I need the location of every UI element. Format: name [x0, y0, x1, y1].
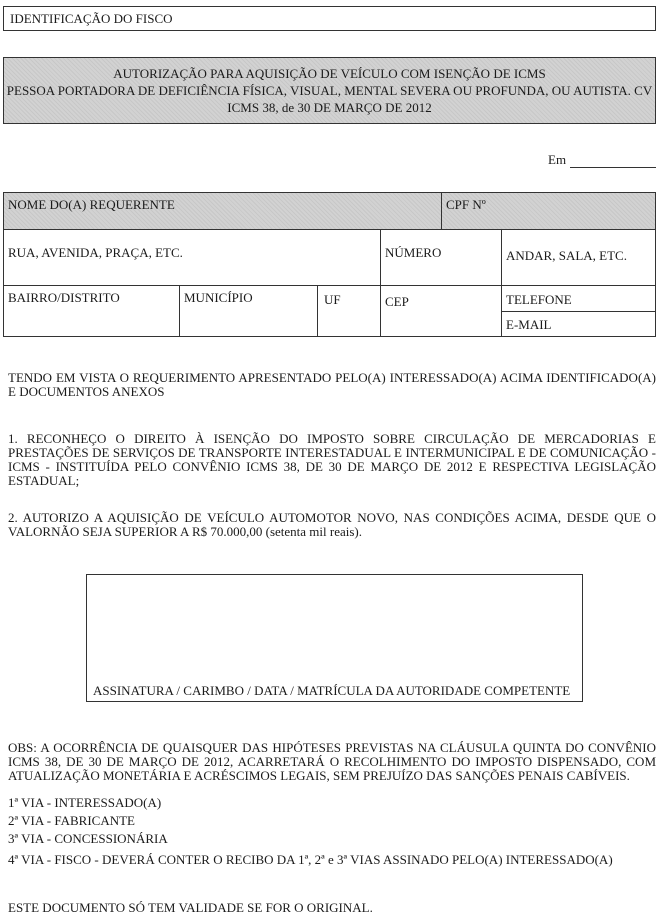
nome-cell[interactable]	[3, 192, 442, 230]
date-field[interactable]	[570, 167, 656, 168]
via-2: 2ª VIA - FABRICANTE	[8, 813, 135, 828]
signature-label: ASSINATURA / CARIMBO / DATA / MATRÍCULA DA AUTORIDADE COMPETENTE	[93, 683, 571, 698]
signature-box[interactable]	[86, 574, 583, 702]
andar-label: ANDAR, SALA, ETC.	[506, 248, 627, 263]
bairro-label: BAIRRO/DISTRITO	[8, 290, 120, 305]
cep-cell[interactable]	[380, 285, 502, 337]
email-cell[interactable]	[501, 311, 656, 337]
item-1-paragraph: 1. RECONHEÇO O DIREITO À ISENÇÃO DO IMPOSTO SOBRE CIRCULAÇÃO DE MERCADORIAS E PRESTAÇÕES DE SERVIÇOS DE TRANSPORTE INTERESTADUAL E INTERMUNICIPAL E DE COMUNICAÇÃO - ICMS - INSTITUÍDA PELO CONVÊNIO ICMS 38, DE 30 DE MARÇO DE 2012 E RESPECTIVA LEGISLAÇÃO ESTADUAL;	[8, 431, 656, 488]
cpf-label: CPF Nº	[446, 197, 486, 212]
cep-label: CEP	[385, 294, 409, 309]
item-2-paragraph: 2. AUTORIZO A AQUISIÇÃO DE VEÍCULO AUTOMOTOR NOVO, NAS CONDIÇÕES ACIMA, DESDE QUE O VALORNÃO SEJA SUPERIOR A R$ 70.000,00 (setenta mil reais).	[8, 510, 656, 539]
numero-cell[interactable]	[380, 229, 502, 286]
title-line-1: AUTORIZAÇÃO PARA AQUISIÇÃO DE VEÍCULO COM ISENÇÃO DE ICMS	[113, 66, 546, 81]
uf-cell[interactable]	[317, 285, 381, 337]
telefone-cell[interactable]	[501, 285, 656, 312]
andar-cell[interactable]	[501, 229, 656, 286]
via-4: 4ª VIA - FISCO - DEVERÁ CONTER O RECIBO DA 1ª, 2ª e 3ª VIAS ASSINADO PELO(A) INTERESSADO(A)	[8, 852, 613, 867]
obs-paragraph: OBS: A OCORRÊNCIA DE QUAISQUER DAS HIPÓTESES PREVISTAS NA CLÁUSULA QUINTA DO CONVÊNIO ICMS 38, DE 30 DE MARÇO DE 2012, ACARRETARÁ O RECOLHIMENTO DO IMPOSTO DISPENSADO, COM ATUALIZAÇÃO MONETÁRIA E ACRÉSCIMOS LEGAIS, SEM PREJUÍZO DAS SANÇÕES PENAIS CABÍVEIS.	[8, 740, 656, 783]
validity-footer: ESTE DOCUMENTO SÓ TEM VALIDADE SE FOR O ORIGINAL.	[8, 900, 373, 915]
municipio-cell[interactable]	[179, 285, 318, 337]
rua-label: RUA, AVENIDA, PRAÇA, ETC.	[8, 245, 183, 260]
cpf-cell[interactable]	[441, 192, 656, 230]
fisco-label: IDENTIFICAÇÃO DO FISCO	[10, 11, 173, 26]
date-label: Em	[548, 152, 567, 167]
bairro-cell[interactable]	[3, 285, 180, 337]
uf-label: UF	[324, 292, 341, 307]
intro-paragraph: TENDO EM VISTA O REQUERIMENTO APRESENTADO PELO(A) INTERESSADO(A) ACIMA IDENTIFICADO(A) E DOCUMENTOS ANEXOS	[8, 370, 656, 399]
fisco-identification-box	[3, 6, 656, 31]
title-line-3: ICMS 38, de 30 DE MARÇO DE 2012	[227, 100, 432, 115]
via-3: 3ª VIA - CONCESSIONÁRIA	[8, 831, 168, 846]
numero-label: NÚMERO	[385, 245, 442, 260]
nome-label: NOME DO(A) REQUERENTE	[8, 197, 175, 212]
municipio-label: MUNICÍPIO	[184, 290, 253, 305]
title-line-2: PESSOA PORTADORA DE DEFICIÊNCIA FÍSICA, VISUAL, MENTAL SEVERA OU PROFUNDA, OU AUTISTA. CV	[6, 83, 653, 98]
rua-cell[interactable]	[3, 229, 381, 286]
via-1: 1ª VIA - INTERESSADO(A)	[8, 795, 162, 810]
email-label: E-MAIL	[506, 317, 552, 332]
telefone-label: TELEFONE	[506, 292, 572, 307]
title-block	[3, 57, 656, 124]
